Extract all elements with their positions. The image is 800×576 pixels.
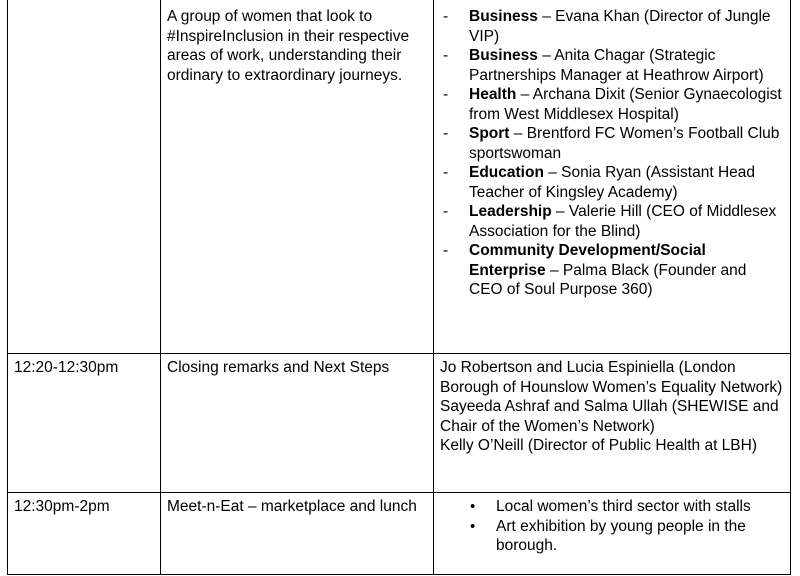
dash-marker: - bbox=[443, 86, 449, 103]
dash-marker: - bbox=[443, 164, 449, 181]
session-cell: Meet-n-Eat – marketplace and lunch bbox=[161, 493, 434, 575]
speaker-role: Education bbox=[469, 164, 544, 181]
activity-list bbox=[440, 497, 784, 556]
speaker-role: Health bbox=[469, 86, 517, 103]
bullet-marker: • bbox=[470, 498, 476, 515]
speaker-line: Sayeeda Ashraf and Salma Ullah (SHEWISE and Chair of the Women’s Network) bbox=[440, 398, 779, 435]
speaker-line: Jo Robertson and Lucia Espiniella (London Borough of Hounslow Women’s Equality Network) bbox=[440, 359, 783, 396]
speaker-role: Business bbox=[469, 47, 538, 64]
speaker-role: Leadership bbox=[469, 203, 552, 220]
agenda-row-inspire-inclusion bbox=[8, 0, 791, 354]
session-cell: A group of women that look to #InspireInclusion in their respective areas of work, understanding their ordinary to extraordinary journeys. bbox=[161, 0, 434, 354]
activity-item bbox=[440, 517, 784, 556]
speaker-item bbox=[440, 85, 784, 124]
activity-text: Local women’s third sector with stalls bbox=[496, 498, 751, 515]
speaker-list bbox=[440, 7, 784, 300]
activity-item bbox=[440, 497, 784, 517]
speaker-detail: – Archana Dixit (Senior Gynaecologist from West Middlesex Hospital) bbox=[469, 86, 782, 123]
speaker-detail: – Anita Chagar (Strategic Partnerships Manager at Heathrow Airport) bbox=[469, 47, 764, 84]
bullet-marker: • bbox=[470, 517, 476, 535]
dash-marker: - bbox=[443, 8, 449, 25]
speaker-detail: – Palma Black (Founder and CEO of Soul Purpose 360) bbox=[469, 261, 747, 298]
details-cell bbox=[434, 493, 791, 575]
speaker-item bbox=[440, 202, 784, 241]
speaker-line: Kelly O’Neill (Director of Public Health at LBH) bbox=[440, 437, 757, 454]
agenda-table bbox=[7, 0, 791, 575]
speaker-item bbox=[440, 7, 784, 46]
speaker-item bbox=[440, 46, 784, 85]
speaker-detail: – Brentford FC Women’s Football Club sportswoman bbox=[469, 125, 780, 162]
dash-marker: - bbox=[443, 203, 449, 220]
time-cell: 12:20-12:30pm bbox=[8, 354, 161, 493]
time-cell bbox=[8, 0, 161, 354]
time-cell: 12:30pm-2pm bbox=[8, 493, 161, 575]
speakers-cell bbox=[434, 354, 791, 493]
speaker-item bbox=[440, 241, 784, 300]
speaker-item bbox=[440, 124, 784, 163]
speaker-item bbox=[440, 163, 784, 202]
speaker-role: Business bbox=[469, 8, 538, 25]
speakers-cell bbox=[434, 0, 791, 354]
activity-text: Art exhibition by young people in the borough. bbox=[496, 517, 746, 554]
speaker-detail: – Sonia Ryan (Assistant Head Teacher of Kingsley Academy) bbox=[469, 164, 756, 201]
dash-marker: - bbox=[443, 125, 449, 142]
agenda-row-meet-n-eat bbox=[8, 493, 791, 575]
speaker-detail: – Valerie Hill (CEO of Middlesex Association for the Blind) bbox=[469, 203, 777, 240]
dash-marker: - bbox=[443, 47, 449, 64]
session-cell: Closing remarks and Next Steps bbox=[161, 354, 434, 493]
dash-marker: - bbox=[443, 242, 449, 259]
speaker-detail: – Evana Khan (Director of Jungle VIP) bbox=[469, 8, 771, 45]
speaker-role: Community Development/Social Enterprise bbox=[469, 242, 706, 279]
agenda-row-closing-remarks bbox=[8, 354, 791, 493]
speaker-role: Sport bbox=[469, 125, 510, 142]
